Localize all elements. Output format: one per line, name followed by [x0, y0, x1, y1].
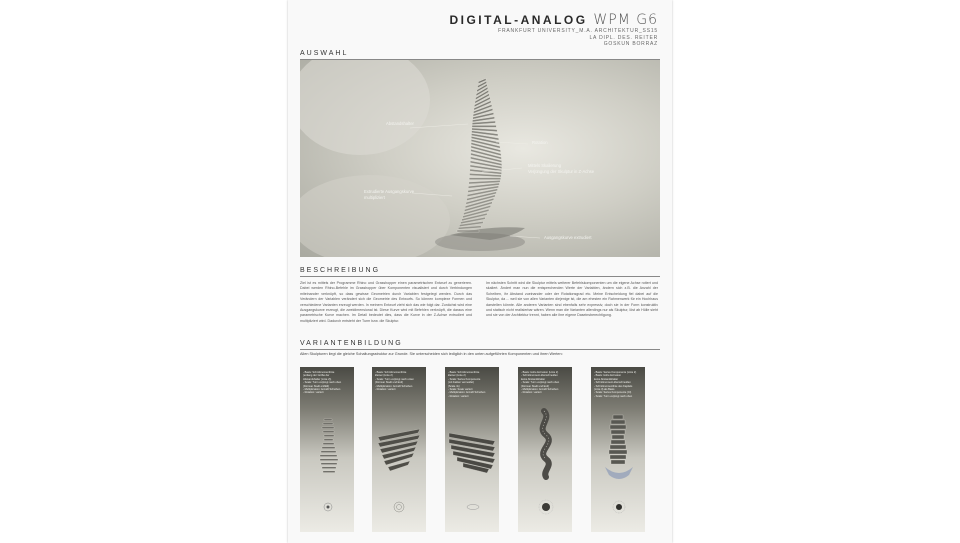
section-title-auswahl: AUSWAHL: [300, 50, 349, 57]
sculpture-slice: [472, 125, 496, 127]
description-right: Im nächsten Schritt wird die Skulptur mittels weiterer Befehlskomponenten um die eigene Achse rotiert und skaliert. Ändert man nun die entsprechenden Werte der Variablen, ändern sich z.B. die Anzahl der Scheiben, ihr Abstand zueinander oder der Rotationsgrad etc. Meine Entscheidung fiel dabei auf die Skulptur, da ... weil sie von allen Varianten diejenige ist, die am ehesten ein Rahmenwerk für ein Hochhaus darstellen könnte. Alle anderen Varianten sind ebenfalls sehr expressiv, doch sie in der Form konstruktiv und statisch nicht realisierbar wären. Wenn man die Varianten allerdings nur als Skulptur, löst ab Hülle sieht und sie von der Architektur trennt, haben alle ihre eigene Daseinsberechtigung.: [486, 281, 658, 318]
label-extrudiert-2: multipliziert: [364, 195, 385, 200]
variant-note-line: (mit Fakten vermeidet): [448, 381, 474, 385]
variant-note-line: Abstandshalter (Linie 2)): [303, 377, 332, 381]
brand-header: [449, 12, 658, 48]
variant-render: [518, 367, 572, 532]
variant-note-line: - Multiplication: Anzahl Scheiben: [448, 391, 486, 395]
brand-title: DIGITAL-ANALOG: [449, 13, 588, 27]
variant-card-4: [518, 367, 572, 532]
variant-card-2: [372, 367, 426, 532]
variant-note-line: (Scale 4x): [448, 384, 460, 388]
poster: [288, 0, 672, 543]
variant-note-line: - Scale: Scale variiert: [448, 388, 473, 392]
brand-line-2: LA DIPL. DES. REITER: [589, 34, 658, 41]
variant-note-line: (Linie 3) als Basis: [594, 388, 615, 392]
variant-note-line: - Basis: Hohe Extrusion: [594, 374, 622, 378]
variant-note-line: - Multiplication: Anzahl Scheiben: [303, 388, 341, 392]
variant-note-line: - Basis: Hohe Extrusion (Linie 2): [521, 371, 559, 374]
variant-note-line: kleiner (Linie 2): [448, 374, 466, 378]
label-skalierung-1: Mittels Skalierung: [528, 163, 562, 168]
variant-note-line: - Scale: Series Komponente (Cl): [594, 391, 632, 395]
variants-intro: Allen Skulpturen liegt die gleiche Schaltungsstruktur zur Grunde. Sie unterscheiden sich lediglich in den unten aufgeführten Komponenten und ihren Werten:: [300, 352, 563, 356]
brand-logo: WPM G6: [593, 12, 658, 28]
variant-note-line: - Scale: Turm verjüngt nach oben: [521, 381, 560, 385]
section-title-beschreibung: BESCHREIBUNG: [300, 267, 381, 274]
variant-note-line: - Scale: Turm verjüngt nach oben: [303, 381, 342, 385]
label-rotation: Rotation: [532, 140, 548, 145]
variant-note-line: (Dorman Stadt entfällt): [303, 384, 330, 388]
variant-note-line: - Multiplication: Anzahl Scheiben: [375, 384, 413, 388]
label-extrudiert-1: Extrudierte Ausgangskurve: [364, 189, 415, 194]
variant-note-line: - Basis: Schnittmomentlinie: [448, 371, 480, 374]
variant-note-line: (Dorman Stadt und End): [521, 384, 550, 388]
divider: [300, 349, 660, 350]
section-title-variantenbildung: VARIANTENBILDUNG: [300, 340, 403, 347]
variant-note-line: - Scale: Series Komponente: [448, 377, 481, 381]
variant-note-line: kleiner (Linie 2): [375, 374, 393, 378]
variant-note-line: - Basis: Schnittmomentlinie: [303, 371, 335, 374]
sculpture-render: [300, 60, 660, 257]
variant-note-line: - Schnittmomentlinie des Kapitels: [594, 384, 633, 388]
variant-render: [372, 367, 426, 532]
left-margin: [0, 0, 288, 543]
brand-line-3: GOSKUN BORRAZ: [603, 41, 658, 47]
variant-render: [591, 367, 645, 532]
variant-render: [300, 367, 354, 532]
variant-note-line: - Rotation: variiert: [375, 388, 396, 392]
variant-note-line: - Schnittmoment-überschneiden: [521, 374, 558, 378]
variant-note-line: - Scale: Turm verjüngt nach oben: [594, 394, 633, 398]
variant-note-line: - Rotation: variiert: [448, 394, 469, 398]
label-abstandshalter: Abstandshalter: [386, 121, 414, 126]
sculpture-slice: [457, 230, 479, 232]
variant-card-1: [300, 367, 354, 532]
variant-note-line: (Dorman Stadt und End): [375, 381, 404, 385]
variant-card-5: [591, 367, 645, 532]
variant-note-line: - Rotation: variiert: [303, 391, 324, 395]
variant-render: [445, 367, 499, 532]
variant-note-line: - Scale: Turm verjüngt nach unten: [375, 377, 414, 381]
right-margin: [672, 0, 960, 543]
brand-line-1: FRANKFURT UNIVERSITY_M.A. ARCHITEKTUR_SS15: [498, 28, 658, 34]
variant-note-line: - Multiplication: Anzahl Scheiben: [521, 388, 559, 392]
description-left: Ziel ist es mittels der Programme Rhino und Grasshopper einen parametrischen Entwurf zu generieren. Dabei werden Rhino-Befehle im Grasshopper über Komponenten visualisiert und durch Verbindungen miteinander verknüpft, so dass gewisse Geometrien durch Variablen festgelegt werden. Durch das Verändern der Variablen verändert sich die Geometrie des Entwurfs. So können komplexe Formen und verschiedene Varianten erzeugt werden. In meinem Entwurf zieht sich das wie folgt dar. Zunächst wird eine Ausgangskurve erzeugt, die zweidimensional ist. Diese Kurve wird mit Befehlen verknüpft, die daraus eine parametrische Kurve machen. Im Detail bedeutet dies, dass die Kurve in der Z-Achse extrudiert und multipliziert wird. Dadurch entsteht der Turm bzw. die Skulptur.: [300, 281, 472, 323]
variant-note-line: keine Abstandshalter: [594, 377, 619, 381]
variant-note-line: - Basis: Series Komponente (Linie 2): [594, 371, 637, 374]
divider: [300, 276, 660, 277]
variant-note-line: - Basis: Schnittmomentlinie: [375, 371, 407, 374]
variant-note-line: keine Abstandshalter: [521, 377, 546, 381]
sculpture-slice: [469, 178, 501, 180]
variant-note-line: (entlang der Größe der: [303, 374, 330, 378]
variant-card-3: [445, 367, 499, 532]
variant-note-line: - Schnittmoment-überschneiden: [594, 381, 631, 385]
variant-note-line: - Rotation: variiert: [521, 391, 542, 395]
label-skalierung-2: Verjüngung der Skulptur in Z-Achse: [528, 169, 595, 174]
label-ausgangskurve: Ausgangskurve extrudiert: [544, 235, 592, 240]
hero-image: [300, 60, 660, 257]
